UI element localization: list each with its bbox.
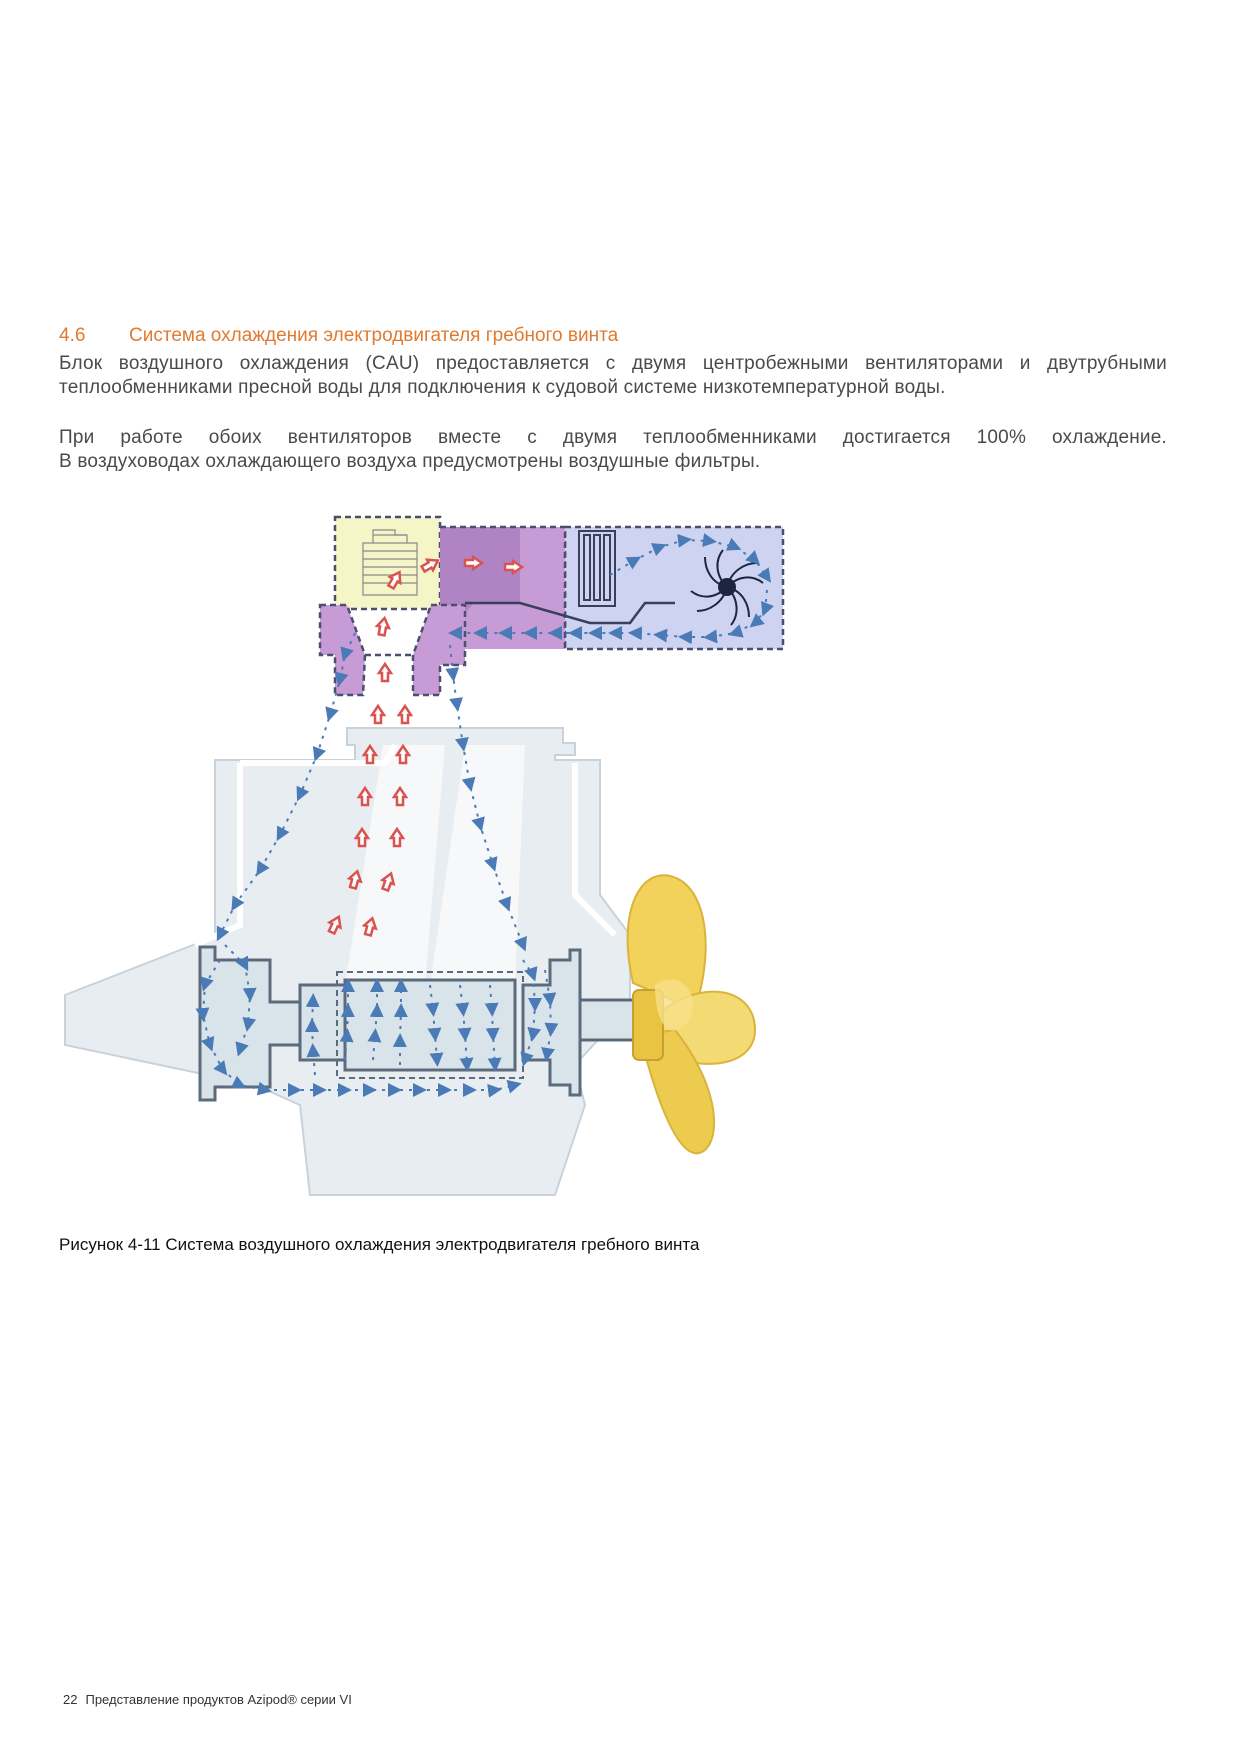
- page-number: 22: [63, 1692, 78, 1707]
- section-number: 4.6: [59, 325, 86, 346]
- paragraph-line: В воздуховодах охлаждающего воздуха предусмотрены воздушные фильтры.: [59, 451, 761, 472]
- paragraph-line: При работе обоих вентиляторов вместе с двумя теплообменниками достигается 100% охлаждение.: [59, 427, 1167, 448]
- page-footer: [63, 1692, 352, 1707]
- section-heading: [59, 325, 618, 347]
- paragraph-2: [59, 426, 1167, 474]
- propeller-icon: [628, 875, 755, 1153]
- cau-unit: [440, 527, 783, 665]
- paragraph-line: теплообменниками пресной воды для подключения к судовой системе низкотемпературной воды.: [59, 377, 946, 398]
- figure-caption: Рисунок 4-11 Система воздушного охлаждения электродвигателя гребного винта: [59, 1235, 700, 1254]
- footer-text: Представление продуктов Azipod® серии VI: [85, 1692, 352, 1707]
- cooling-system-diagram: [55, 505, 815, 1205]
- paragraph-line: Блок воздушного охлаждения (CAU) предоставляется с двумя центробежными вентиляторами и двутрубными: [59, 353, 1167, 374]
- section-title: Система охлаждения электродвигателя гребного винта: [129, 325, 619, 346]
- ducts: [320, 605, 465, 695]
- paragraph-1: [59, 352, 1167, 400]
- air-filter-unit: [335, 517, 440, 609]
- pod-housing: [65, 728, 630, 1195]
